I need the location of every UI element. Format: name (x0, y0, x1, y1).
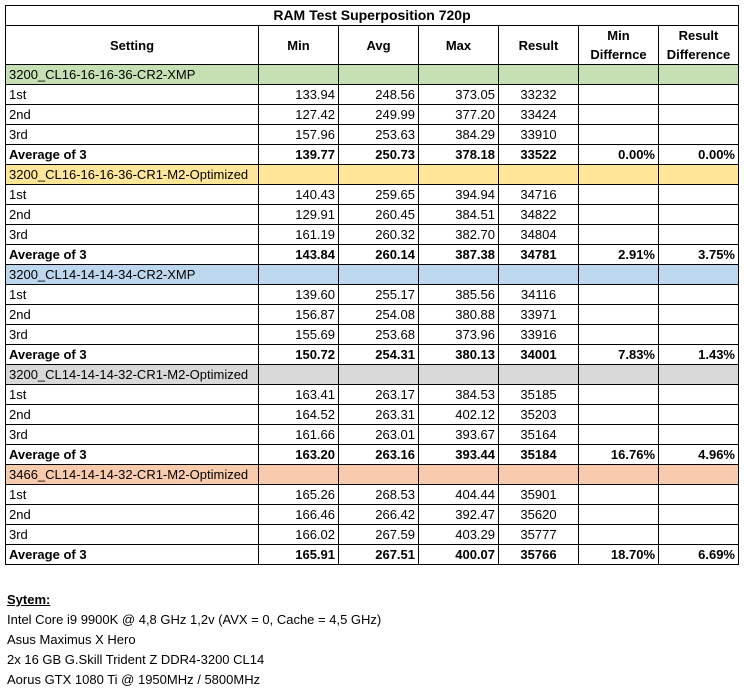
run-label: 1st (6, 85, 259, 105)
min-value: 156.87 (259, 305, 339, 325)
run-label: 2nd (6, 405, 259, 425)
table-row (6, 525, 739, 545)
average-result: 33522 (499, 145, 579, 165)
average-row (6, 245, 739, 265)
average-avg: 254.31 (339, 345, 419, 365)
group-fill-cell (659, 165, 739, 185)
header-result-difference (659, 26, 739, 65)
run-label: 1st (6, 285, 259, 305)
average-label: Average of 3 (6, 145, 259, 165)
system-line-cpu: Intel Core i9 9900K @ 4,8 GHz 1,2v (AVX = 0, Cache = 4,5 GHz) (7, 612, 382, 627)
avg-value: 253.68 (339, 325, 419, 345)
min-difference-value (579, 125, 659, 145)
result-difference-value (659, 385, 739, 405)
average-min-difference: 18.70% (579, 545, 659, 565)
avg-value: 266.42 (339, 505, 419, 525)
header-min-difference-line1: Min (607, 28, 630, 43)
average-result: 35766 (499, 545, 579, 565)
header-min-difference-line2: Differnce (590, 47, 647, 62)
group-name: 3200_CL14-14-14-32-CR1-M2-Optimized (6, 365, 259, 385)
table-row (6, 85, 739, 105)
group-fill-cell (579, 65, 659, 85)
table-row (6, 225, 739, 245)
group-fill-cell (579, 165, 659, 185)
result-value: 33971 (499, 305, 579, 325)
table-row (6, 125, 739, 145)
group-fill-cell (659, 465, 739, 485)
min-difference-value (579, 405, 659, 425)
average-row (6, 145, 739, 165)
group-fill-cell (259, 365, 339, 385)
group-fill-cell (499, 265, 579, 285)
min-difference-value (579, 325, 659, 345)
max-value: 385.56 (419, 285, 499, 305)
group-fill-cell (419, 465, 499, 485)
table-row (6, 105, 739, 125)
average-max: 400.07 (419, 545, 499, 565)
max-value: 394.94 (419, 185, 499, 205)
average-min: 163.20 (259, 445, 339, 465)
group-name: 3466_CL14-14-14-32-CR1-M2-Optimized (6, 465, 259, 485)
average-min: 150.72 (259, 345, 339, 365)
min-value: 165.26 (259, 485, 339, 505)
average-label: Average of 3 (6, 545, 259, 565)
result-difference-value (659, 325, 739, 345)
result-value: 35777 (499, 525, 579, 545)
max-value: 373.05 (419, 85, 499, 105)
avg-value: 259.65 (339, 185, 419, 205)
min-value: 164.52 (259, 405, 339, 425)
min-value: 161.19 (259, 225, 339, 245)
group-header-row (6, 465, 739, 485)
max-value: 373.96 (419, 325, 499, 345)
table-row (6, 505, 739, 525)
group-fill-cell (339, 465, 419, 485)
run-label: 1st (6, 485, 259, 505)
group-fill-cell (259, 165, 339, 185)
avg-value: 263.01 (339, 425, 419, 445)
group-name: 3200_CL16-16-16-36-CR2-XMP (6, 65, 259, 85)
run-label: 2nd (6, 505, 259, 525)
min-value: 155.69 (259, 325, 339, 345)
run-label: 2nd (6, 105, 259, 125)
group-header-row (6, 65, 739, 85)
max-value: 377.20 (419, 105, 499, 125)
min-value: 129.91 (259, 205, 339, 225)
min-difference-value (579, 85, 659, 105)
average-label: Average of 3 (6, 345, 259, 365)
system-info (7, 590, 381, 690)
average-row (6, 445, 739, 465)
min-difference-value (579, 485, 659, 505)
result-value: 33916 (499, 325, 579, 345)
group-fill-cell (419, 65, 499, 85)
result-value: 35901 (499, 485, 579, 505)
avg-value: 260.32 (339, 225, 419, 245)
max-value: 403.29 (419, 525, 499, 545)
average-min: 139.77 (259, 145, 339, 165)
table-row (6, 485, 739, 505)
max-value: 404.44 (419, 485, 499, 505)
run-label: 2nd (6, 305, 259, 325)
system-title: Sytem: (7, 592, 51, 607)
result-difference-value (659, 105, 739, 125)
average-result-difference: 0.00% (659, 145, 739, 165)
result-difference-value (659, 185, 739, 205)
result-value: 35203 (499, 405, 579, 425)
table-row (6, 325, 739, 345)
group-fill-cell (339, 365, 419, 385)
average-max: 387.38 (419, 245, 499, 265)
result-value: 34822 (499, 205, 579, 225)
result-difference-value (659, 205, 739, 225)
system-line-memory: 2x 16 GB G.Skill Trident Z DDR4-3200 CL14 (7, 652, 265, 667)
result-value: 35164 (499, 425, 579, 445)
header-min: Min (259, 26, 339, 65)
min-value: 163.41 (259, 385, 339, 405)
group-fill-cell (259, 65, 339, 85)
result-difference-value (659, 225, 739, 245)
max-value: 384.51 (419, 205, 499, 225)
max-value: 392.47 (419, 505, 499, 525)
avg-value: 248.56 (339, 85, 419, 105)
run-label: 2nd (6, 205, 259, 225)
min-value: 161.66 (259, 425, 339, 445)
min-difference-value (579, 305, 659, 325)
run-label: 3rd (6, 525, 259, 545)
result-value: 33910 (499, 125, 579, 145)
result-difference-value (659, 525, 739, 545)
result-value: 34116 (499, 285, 579, 305)
group-fill-cell (339, 265, 419, 285)
group-fill-cell (499, 365, 579, 385)
avg-value: 263.17 (339, 385, 419, 405)
min-value: 133.94 (259, 85, 339, 105)
result-value: 35185 (499, 385, 579, 405)
result-value: 34804 (499, 225, 579, 245)
group-fill-cell (579, 265, 659, 285)
result-difference-value (659, 505, 739, 525)
average-max: 378.18 (419, 145, 499, 165)
max-value: 393.67 (419, 425, 499, 445)
average-max: 393.44 (419, 445, 499, 465)
table-row (6, 405, 739, 425)
run-label: 3rd (6, 325, 259, 345)
group-name: 3200_CL16-16-16-36-CR1-M2-Optimized (6, 165, 259, 185)
table-row (6, 185, 739, 205)
result-difference-value (659, 485, 739, 505)
group-name: 3200_CL14-14-14-34-CR2-XMP (6, 265, 259, 285)
run-label: 3rd (6, 425, 259, 445)
group-fill-cell (499, 165, 579, 185)
run-label: 1st (6, 185, 259, 205)
average-result-difference: 1.43% (659, 345, 739, 365)
average-result: 35184 (499, 445, 579, 465)
min-difference-value (579, 185, 659, 205)
average-max: 380.13 (419, 345, 499, 365)
system-line-motherboard: Asus Maximus X Hero (7, 632, 136, 647)
average-result-difference: 4.96% (659, 445, 739, 465)
average-min: 143.84 (259, 245, 339, 265)
result-difference-value (659, 85, 739, 105)
average-min-difference: 7.83% (579, 345, 659, 365)
average-avg: 260.14 (339, 245, 419, 265)
system-line-gpu: Aorus GTX 1080 Ti @ 1950MHz / 5800MHz (7, 672, 261, 687)
table-row (6, 385, 739, 405)
average-result: 34781 (499, 245, 579, 265)
group-fill-cell (419, 165, 499, 185)
group-fill-cell (339, 165, 419, 185)
min-difference-value (579, 285, 659, 305)
min-value: 166.02 (259, 525, 339, 545)
table-row (6, 425, 739, 445)
max-value: 402.12 (419, 405, 499, 425)
min-value: 139.60 (259, 285, 339, 305)
run-label: 1st (6, 385, 259, 405)
avg-value: 260.45 (339, 205, 419, 225)
average-min-difference: 2.91% (579, 245, 659, 265)
average-result-difference: 3.75% (659, 245, 739, 265)
average-result: 34001 (499, 345, 579, 365)
result-difference-value (659, 405, 739, 425)
group-fill-cell (579, 465, 659, 485)
header-setting: Setting (6, 26, 259, 65)
group-fill-cell (419, 365, 499, 385)
group-fill-cell (659, 365, 739, 385)
group-fill-cell (499, 65, 579, 85)
max-value: 382.70 (419, 225, 499, 245)
header-row (6, 26, 739, 65)
run-label: 3rd (6, 125, 259, 145)
max-value: 380.88 (419, 305, 499, 325)
result-value: 35620 (499, 505, 579, 525)
table-row (6, 205, 739, 225)
group-fill-cell (339, 65, 419, 85)
min-value: 166.46 (259, 505, 339, 525)
average-label: Average of 3 (6, 445, 259, 465)
average-min-difference: 16.76% (579, 445, 659, 465)
group-fill-cell (419, 265, 499, 285)
result-value: 33232 (499, 85, 579, 105)
min-value: 140.43 (259, 185, 339, 205)
max-value: 384.29 (419, 125, 499, 145)
min-difference-value (579, 205, 659, 225)
group-fill-cell (579, 365, 659, 385)
run-label: 3rd (6, 225, 259, 245)
result-value: 33424 (499, 105, 579, 125)
min-value: 157.96 (259, 125, 339, 145)
avg-value: 263.31 (339, 405, 419, 425)
group-header-row (6, 365, 739, 385)
table-row (6, 305, 739, 325)
min-difference-value (579, 425, 659, 445)
average-result-difference: 6.69% (659, 545, 739, 565)
min-difference-value (579, 225, 659, 245)
group-fill-cell (659, 265, 739, 285)
average-avg: 267.51 (339, 545, 419, 565)
table-row (6, 285, 739, 305)
min-difference-value (579, 105, 659, 125)
result-difference-value (659, 305, 739, 325)
group-header-row (6, 165, 739, 185)
average-row (6, 545, 739, 565)
header-result: Result (499, 26, 579, 65)
header-result-difference-line1: Result (678, 28, 719, 43)
group-header-row (6, 265, 739, 285)
average-row (6, 345, 739, 365)
header-max: Max (419, 26, 499, 65)
average-min-difference: 0.00% (579, 145, 659, 165)
max-value: 384.53 (419, 385, 499, 405)
group-fill-cell (259, 465, 339, 485)
result-difference-value (659, 125, 739, 145)
min-difference-value (579, 505, 659, 525)
average-avg: 250.73 (339, 145, 419, 165)
result-difference-value (659, 285, 739, 305)
avg-value: 267.59 (339, 525, 419, 545)
min-difference-value (579, 525, 659, 545)
group-fill-cell (499, 465, 579, 485)
average-avg: 263.16 (339, 445, 419, 465)
table-title: RAM Test Superposition 720p (6, 6, 739, 26)
average-label: Average of 3 (6, 245, 259, 265)
header-result-difference-line2: Difference (666, 47, 731, 62)
avg-value: 268.53 (339, 485, 419, 505)
result-difference-value (659, 425, 739, 445)
avg-value: 249.99 (339, 105, 419, 125)
header-min-difference (579, 26, 659, 65)
group-fill-cell (659, 65, 739, 85)
average-min: 165.91 (259, 545, 339, 565)
min-difference-value (579, 385, 659, 405)
results-table (5, 5, 739, 565)
result-value: 34716 (499, 185, 579, 205)
group-fill-cell (259, 265, 339, 285)
min-value: 127.42 (259, 105, 339, 125)
header-avg: Avg (339, 26, 419, 65)
avg-value: 253.63 (339, 125, 419, 145)
avg-value: 254.08 (339, 305, 419, 325)
avg-value: 255.17 (339, 285, 419, 305)
